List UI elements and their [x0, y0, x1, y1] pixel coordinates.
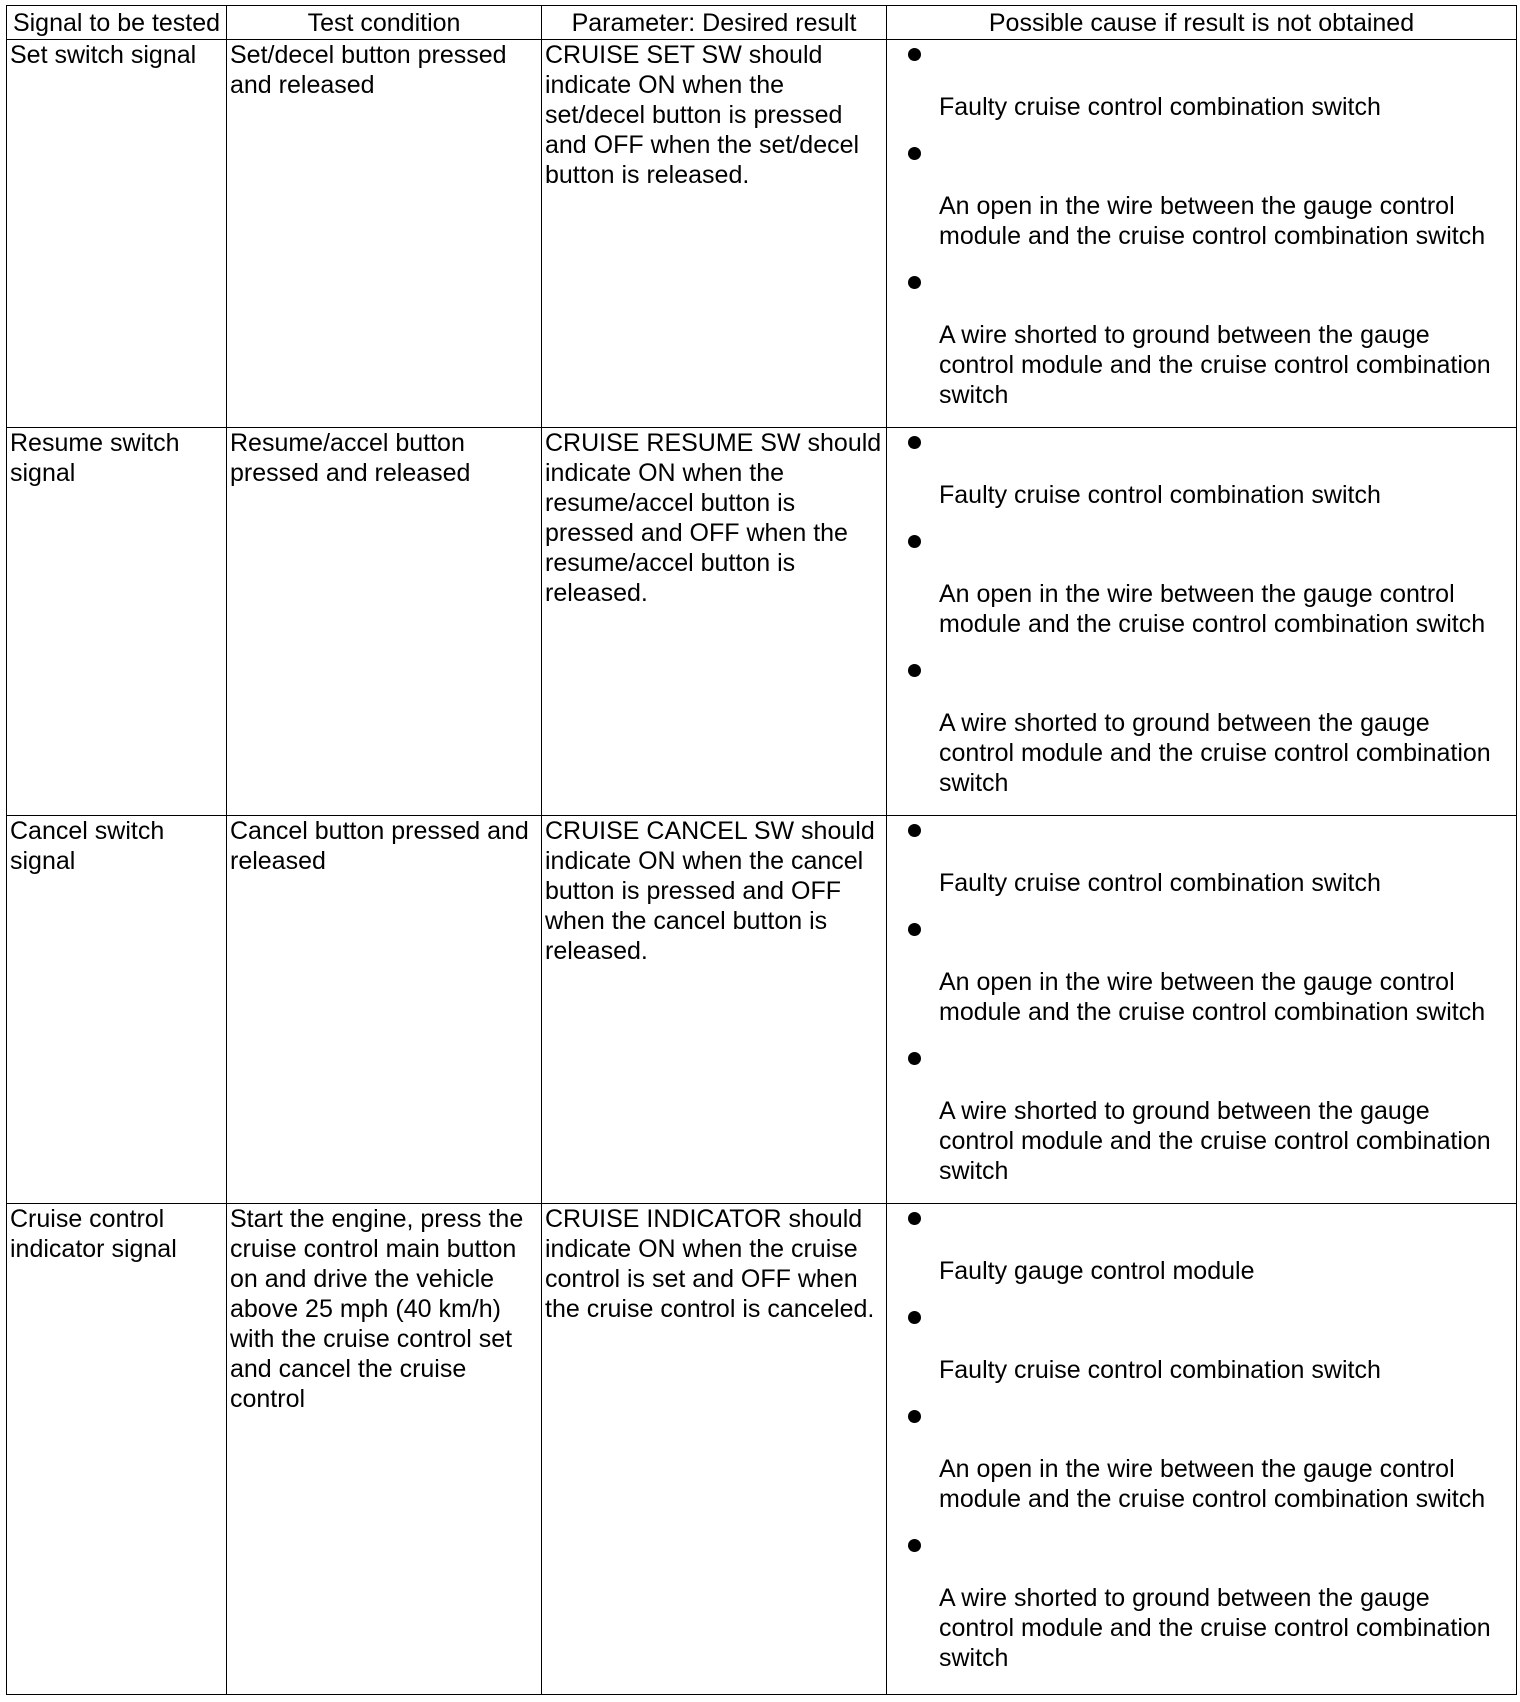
bullet-icon [908, 1052, 921, 1065]
header-condition: Test condition [227, 6, 542, 40]
cause-item [887, 535, 1510, 656]
cause-list [887, 1212, 1510, 1690]
cause-item [887, 48, 1510, 139]
condition-cell: Resume/accel button pressed and released [227, 428, 542, 816]
cause-cell [887, 40, 1517, 428]
cause-cell [887, 428, 1517, 816]
condition-cell: Cancel button pressed and released [227, 816, 542, 1204]
cause-text: An open in the wire between the gauge control module and the cruise control combination switch [939, 192, 1486, 250]
bullet-icon [908, 664, 921, 677]
result-cell: CRUISE SET SW should indicate ON when the set/decel button is pressed and OFF when the set/decel button is released. [542, 40, 887, 428]
bullet-icon [908, 1410, 921, 1423]
cause-text: Faulty cruise control combination switch [939, 869, 1381, 897]
header-row [7, 6, 1517, 40]
cause-text: Faulty gauge control module [939, 1257, 1255, 1285]
cause-text: Faulty cruise control combination switch [939, 1356, 1381, 1384]
cause-item [887, 1410, 1510, 1531]
cause-item [887, 824, 1510, 915]
cause-item [887, 1311, 1510, 1402]
table-row [7, 428, 1517, 816]
bullet-icon [908, 276, 921, 289]
cause-list [887, 824, 1510, 1203]
diagnostic-table [6, 5, 1517, 1695]
cause-text: A wire shorted to ground between the gauge control module and the cruise control combination switch [939, 321, 1491, 409]
cause-item [887, 1212, 1510, 1303]
signal-cell: Set switch signal [7, 40, 227, 428]
cause-item [887, 276, 1510, 427]
cause-item [887, 147, 1510, 268]
header-result: Parameter: Desired result [542, 6, 887, 40]
bullet-icon [908, 436, 921, 449]
table-row [7, 40, 1517, 428]
cause-item [887, 1052, 1510, 1203]
cause-text: A wire shorted to ground between the gauge control module and the cruise control combination switch [939, 1097, 1491, 1185]
bullet-icon [908, 535, 921, 548]
cause-text: Faulty cruise control combination switch [939, 481, 1381, 509]
cause-list [887, 48, 1510, 427]
condition-cell: Start the engine, press the cruise control main button on and drive the vehicle above 25 mph (40 km/h) with the cruise control set and cancel the cruise control [227, 1204, 542, 1695]
bullet-icon [908, 48, 921, 61]
cause-item [887, 664, 1510, 815]
result-cell: CRUISE CANCEL SW should indicate ON when the cancel button is pressed and OFF when the cancel button is released. [542, 816, 887, 1204]
result-cell: CRUISE INDICATOR should indicate ON when the cruise control is set and OFF when the cruise control is canceled. [542, 1204, 887, 1695]
table-row [7, 816, 1517, 1204]
header-signal: Signal to be tested [7, 6, 227, 40]
cause-list [887, 436, 1510, 815]
header-cause: Possible cause if result is not obtained [887, 6, 1517, 40]
signal-cell: Cancel switch signal [7, 816, 227, 1204]
cause-text: An open in the wire between the gauge control module and the cruise control combination switch [939, 968, 1486, 1026]
cause-cell [887, 816, 1517, 1204]
signal-cell: Resume switch signal [7, 428, 227, 816]
cause-text: An open in the wire between the gauge control module and the cruise control combination switch [939, 1455, 1486, 1513]
bullet-icon [908, 1311, 921, 1324]
cause-cell [887, 1204, 1517, 1695]
bullet-icon [908, 923, 921, 936]
cause-item [887, 436, 1510, 527]
cause-item [887, 1539, 1510, 1690]
bullet-icon [908, 147, 921, 160]
bullet-icon [908, 1539, 921, 1552]
bullet-icon [908, 824, 921, 837]
bullet-icon [908, 1212, 921, 1225]
cause-text: Faulty cruise control combination switch [939, 93, 1381, 121]
cause-text: An open in the wire between the gauge control module and the cruise control combination switch [939, 580, 1486, 638]
cause-text: A wire shorted to ground between the gauge control module and the cruise control combination switch [939, 1584, 1491, 1672]
signal-cell: Cruise control indicator signal [7, 1204, 227, 1695]
result-cell: CRUISE RESUME SW should indicate ON when the resume/accel button is pressed and OFF when the resume/accel button is released. [542, 428, 887, 816]
condition-cell: Set/decel button pressed and released [227, 40, 542, 428]
cause-item [887, 923, 1510, 1044]
table-row [7, 1204, 1517, 1695]
cause-text: A wire shorted to ground between the gauge control module and the cruise control combination switch [939, 709, 1491, 797]
